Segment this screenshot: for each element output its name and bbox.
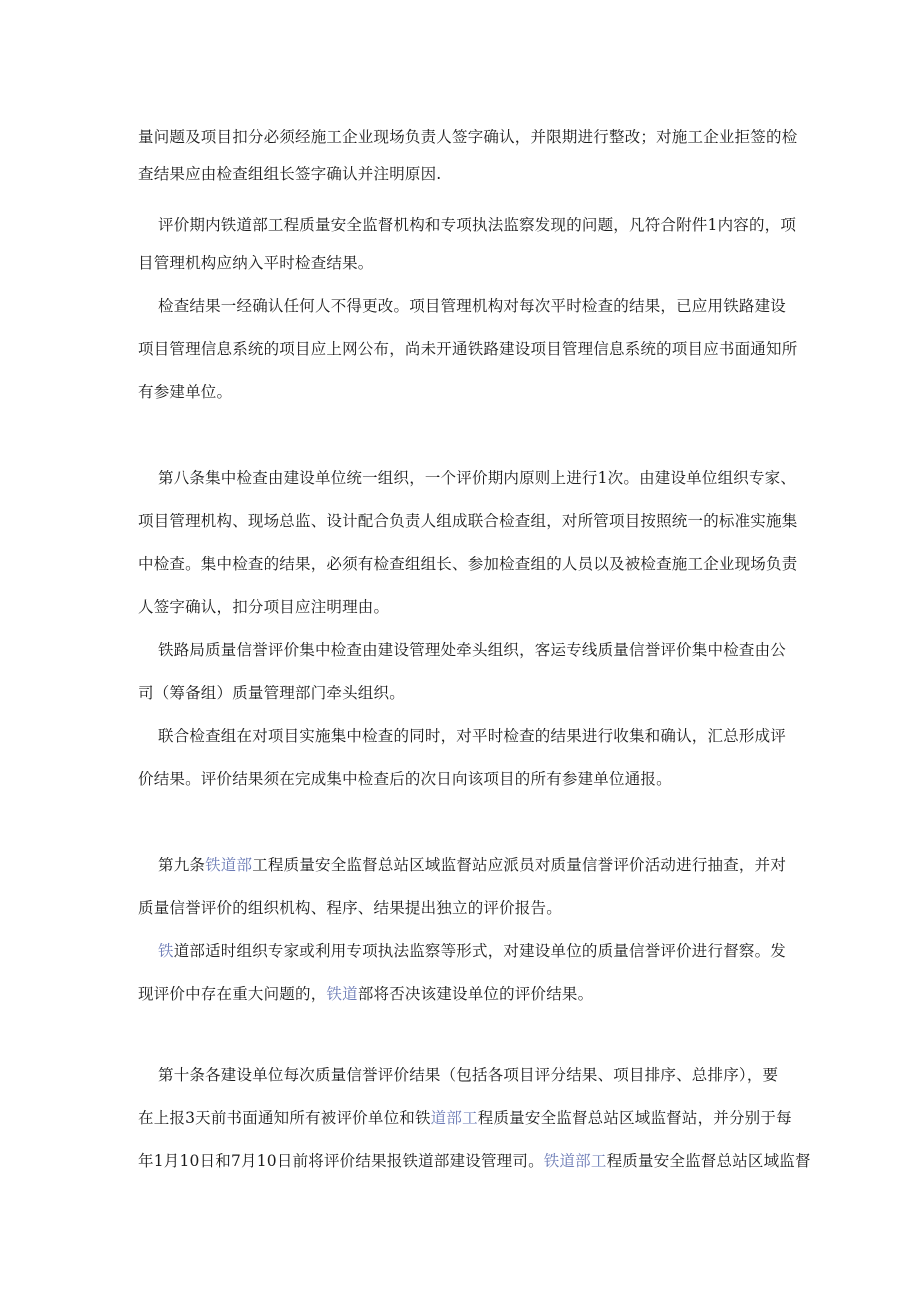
text-segment: 程质量安全监督总站区域监督 (606, 1152, 811, 1170)
text-line: 司（筹备组）质量管理部门牵头组织。 (138, 684, 405, 702)
text-line (138, 1149, 811, 1171)
text-line: 量问题及项目扣分必须经施工企业现场负责人签字确认，并限期进行整改；对施工企业拒签的检 (138, 128, 798, 146)
text-line: 第十条各建设单位每次质量信誉评价结果（包括各项目评分结果、项目排序、总排序），要 (158, 1066, 779, 1084)
text-line: 铁路局质量信誉评价集中检查由建设管理处牵头组织，客运专线质量信誉评价集中检查由公 (158, 641, 787, 659)
text-line: 检查结果一经确认任何人不得更改。项目管理机构对每次平时检查的结果，已应用铁路建设 (158, 297, 787, 315)
text-segment: 部将否决该建设单位的评价结果。 (357, 985, 594, 1003)
text-line: 第八条集中检查由建设单位统一组织，一个评价期内原则上进行1次。由建设单位组织专家、 (158, 469, 797, 487)
text-line: 价结果。评价结果须在完成集中检查后的次日向该项目的所有参建单位通报。 (138, 770, 672, 788)
text-line (158, 939, 786, 961)
text-line (138, 1106, 792, 1128)
text-line: 联合检查组在对项目实施集中检查的同时，对平时检查的结果进行收集和确认，汇总形成评 (158, 727, 787, 745)
text-line (138, 982, 593, 1004)
text-line: 项目管理机构、现场总监、设计配合负责人组成联合检查组，对所管项目按照统一的标准实施集 (138, 512, 798, 530)
text-segment: 程质量安全监督总站区域监督站，并分别于每 (477, 1109, 792, 1127)
text-line: 质量信誉评价的组织机构、程序、结果提出独立的评价报告。 (138, 899, 562, 917)
keyword-link[interactable]: 铁道 (326, 985, 358, 1003)
text-line: 目管理机构应纳入平时检查结果。 (138, 254, 374, 272)
text-line: 项目管理信息系统的项目应上网公布，尚未开通铁路建设项目管理信息系统的项目应书面通知所 (138, 340, 798, 358)
text-segment: 工程质量安全监督总站区域监督站应派员对质量信誉评价活动进行抽查，并对 (252, 856, 787, 874)
text-line: 查结果应由检查组组长签字确认并注明原因. (138, 165, 442, 183)
text-segment: 道部适时组织专家或利用专项执法监察等形式，对建设单位的质量信誉评价进行督察。发 (173, 942, 787, 960)
text-line: 有参建单位。 (138, 383, 233, 401)
text-line: 人签字确认，扣分项目应注明理由。 (138, 598, 390, 616)
keyword-link[interactable]: 道部工 (430, 1109, 478, 1127)
text-segment: 在上报3天前书面通知所有被评价单位和铁 (138, 1109, 431, 1127)
keyword-link[interactable]: 铁 (158, 942, 174, 960)
keyword-link[interactable]: 铁道部工 (543, 1152, 607, 1170)
text-line (158, 853, 786, 875)
text-segment: 年1月10日和7月10日前将评价结果报铁道部建设管理司。 (138, 1152, 544, 1170)
keyword-link[interactable]: 铁道部 (205, 856, 253, 874)
text-line: 中检查。集中检查的结果，必须有检查组组长、参加检查组的人员以及被检查施工企业现场负责 (138, 555, 798, 573)
text-segment: 现评价中存在重大问题的， (138, 985, 327, 1003)
text-segment: 第九条 (158, 856, 206, 874)
text-line: 评价期内铁道部工程质量安全监督机构和专项执法监察发现的问题，凡符合附件1内容的，项 (158, 216, 797, 234)
